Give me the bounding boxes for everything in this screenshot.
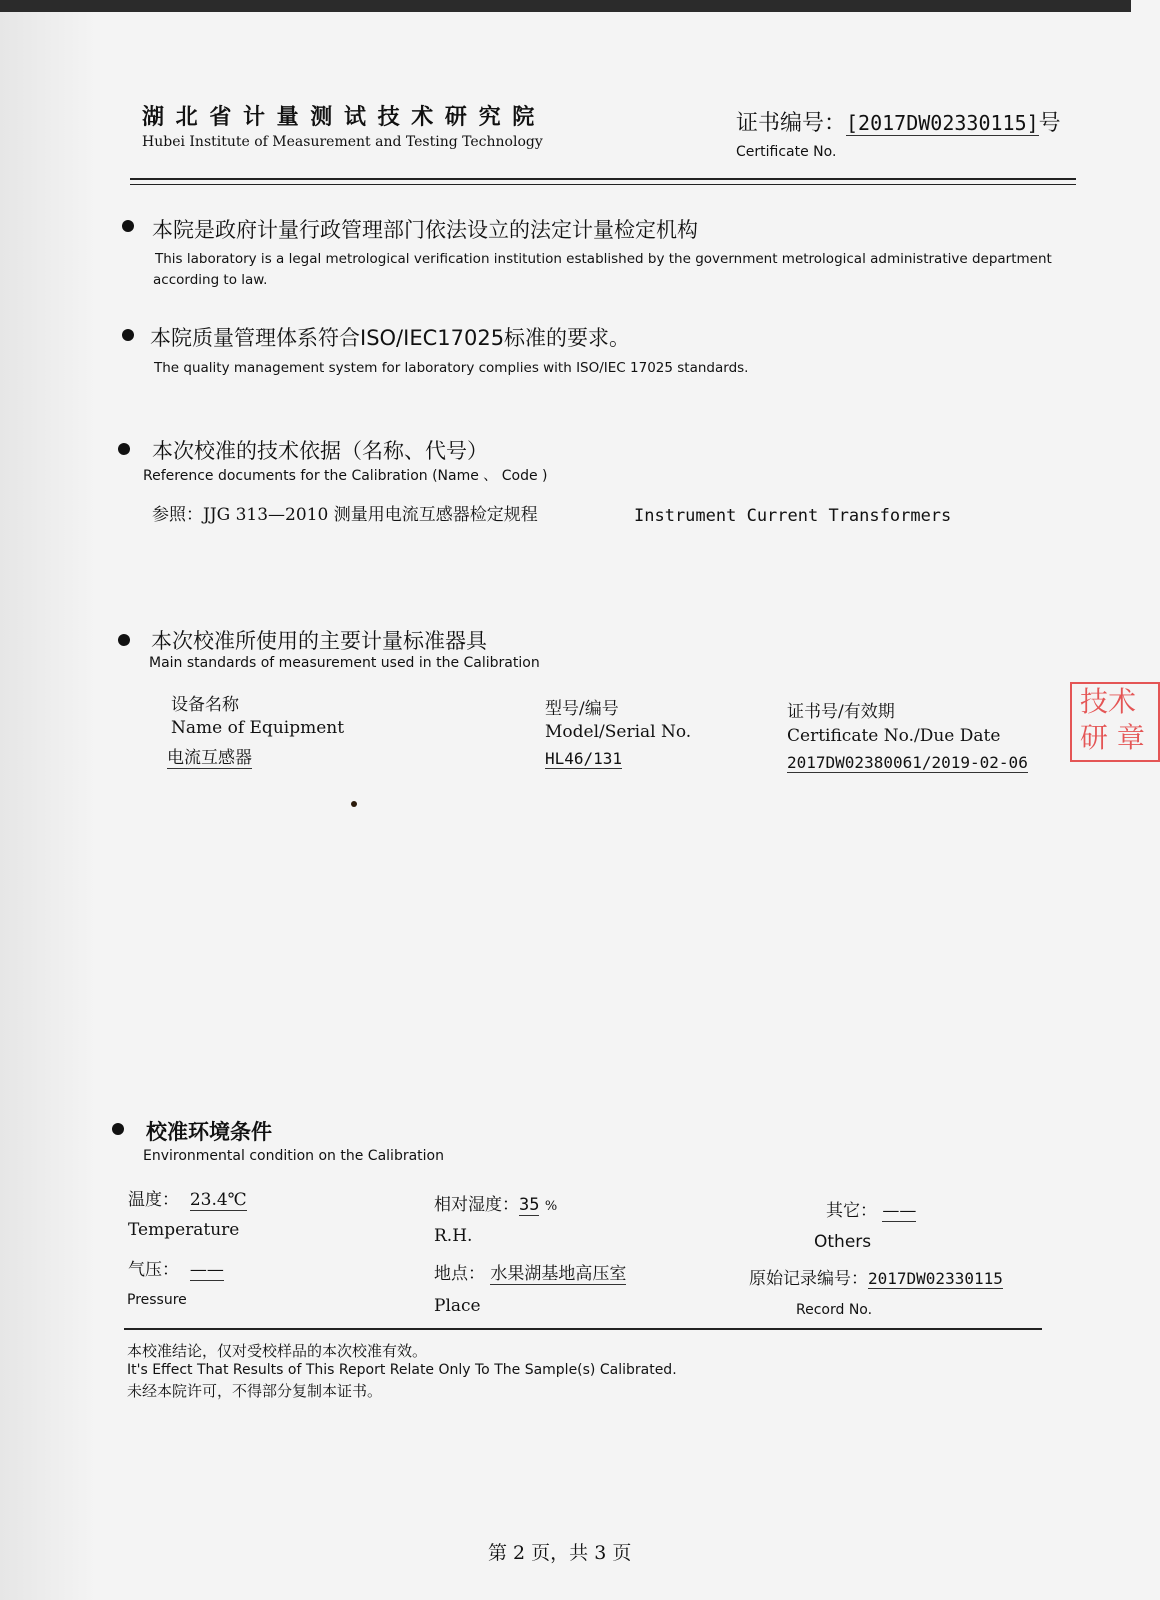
others-label-en: Others (814, 1232, 872, 1252)
equipment-model: HL46/131 (545, 749, 623, 768)
reference-title-cn: 本次校准的技术依据（名称、代号） (152, 439, 488, 463)
scan-top-edge (0, 0, 1131, 12)
others-value: —— (882, 1201, 917, 1221)
reference-title-en: Reference documents for the Calibration (Name 、 Code ) (143, 468, 548, 484)
rh-label-en: R.H. (434, 1226, 473, 1246)
standards-title-en: Main standards of measurement used in the Calibration (149, 655, 540, 671)
environment-rule (124, 1328, 1042, 1330)
equipment-cert: 2017DW02380061/2019-02-06 (787, 753, 1028, 772)
scan-left-shade (0, 12, 96, 1600)
rh-value: 35 (519, 1195, 540, 1215)
record-label-en: Record No. (796, 1302, 873, 1318)
col-cert-cn: 证书号/有效期 (787, 702, 895, 722)
temperature-label-en: Temperature (128, 1220, 240, 1240)
pressure-label-en: Pressure (127, 1292, 187, 1308)
cert-label-en: Certificate No. (736, 144, 837, 160)
bullet-icon (122, 220, 134, 232)
place-label-cn: 地点： (434, 1264, 485, 1284)
place-label-en: Place (434, 1296, 481, 1316)
rh-unit: % (544, 1199, 558, 1214)
header-rule-top (130, 178, 1076, 180)
bullet-icon (118, 443, 130, 455)
rh-label-cn: 相对湿度： (434, 1195, 519, 1215)
record-line (749, 1264, 1003, 1289)
cert-suffix: 号 (1038, 111, 1061, 136)
statement-1-en-line2: according to law. (153, 272, 268, 288)
pressure-line (128, 1255, 224, 1280)
col-equipment-en: Name of Equipment (171, 718, 345, 738)
bullet-icon (122, 329, 134, 341)
note-effect-en: It's Effect That Results of This Report Relate Only To The Sample(s) Calibrated. (127, 1362, 677, 1378)
statement-1-cn: 本院是政府计量行政管理部门依法设立的法定计量检定机构 (152, 218, 698, 242)
col-model-cn: 型号/编号 (545, 699, 619, 719)
environment-title-cn: 校准环境条件 (146, 1120, 272, 1144)
temperature-line (128, 1185, 247, 1210)
statement-2-en: The quality management system for laboratory complies with ISO/IEC 17025 standards. (154, 360, 749, 376)
reference-document-en: Instrument Current Transformers (634, 506, 952, 526)
org-name-cn: 湖 北 省 计 量 测 试 技 术 研 究 院 (142, 104, 537, 130)
col-cert-en: Certificate No./Due Date (787, 726, 1001, 746)
temperature-label-cn: 温度： (128, 1190, 179, 1210)
note-copy-restriction: 未经本院许可，不得部分复制本证书。 (127, 1382, 383, 1400)
header-rule-bottom (130, 184, 1076, 185)
record-value: 2017DW02330115 (868, 1269, 1003, 1288)
pressure-value: —— (189, 1260, 224, 1280)
certificate-number-line (736, 106, 1061, 137)
ink-speck (351, 801, 357, 807)
equipment-name: 电流互感器 (167, 743, 252, 769)
place-line (434, 1259, 626, 1284)
pressure-label-cn: 气压： (128, 1260, 179, 1280)
cert-number: [2017DW02330115] (846, 111, 1039, 135)
temperature-value: 23.4℃ (189, 1190, 247, 1210)
cert-label-cn: 证书编号： (736, 111, 847, 136)
others-line (826, 1196, 916, 1221)
page-number: 第 2 页，共 3 页 (488, 1542, 632, 1564)
others-label-cn: 其它： (826, 1201, 877, 1221)
statement-2-cn: 本院质量管理体系符合ISO/IEC17025标准的要求。 (150, 326, 631, 350)
org-name-en: Hubei Institute of Measurement and Testing Technology (142, 134, 543, 150)
reference-document-cn: 参照：JJG 313—2010 测量用电流互感器检定规程 (152, 505, 538, 525)
statement-1-en-line1: This laboratory is a legal metrological verification institution established by the government metrological administrative department (155, 251, 1052, 267)
rh-line (434, 1190, 557, 1215)
col-model-en: Model/Serial No. (545, 722, 692, 742)
environment-title-en: Environmental condition on the Calibration (143, 1148, 444, 1164)
record-label-cn: 原始记录编号： (749, 1269, 868, 1289)
standards-title-cn: 本次校准所使用的主要计量标准器具 (151, 629, 487, 653)
col-equipment-cn: 设备名称 (171, 695, 239, 715)
bullet-icon (112, 1123, 124, 1135)
note-validity: 本校准结论，仅对受校样品的本次校准有效。 (127, 1342, 428, 1360)
place-value: 水果湖基地高压室 (490, 1264, 627, 1284)
official-seal: 技术研 章 (1070, 682, 1160, 762)
bullet-icon (118, 634, 130, 646)
